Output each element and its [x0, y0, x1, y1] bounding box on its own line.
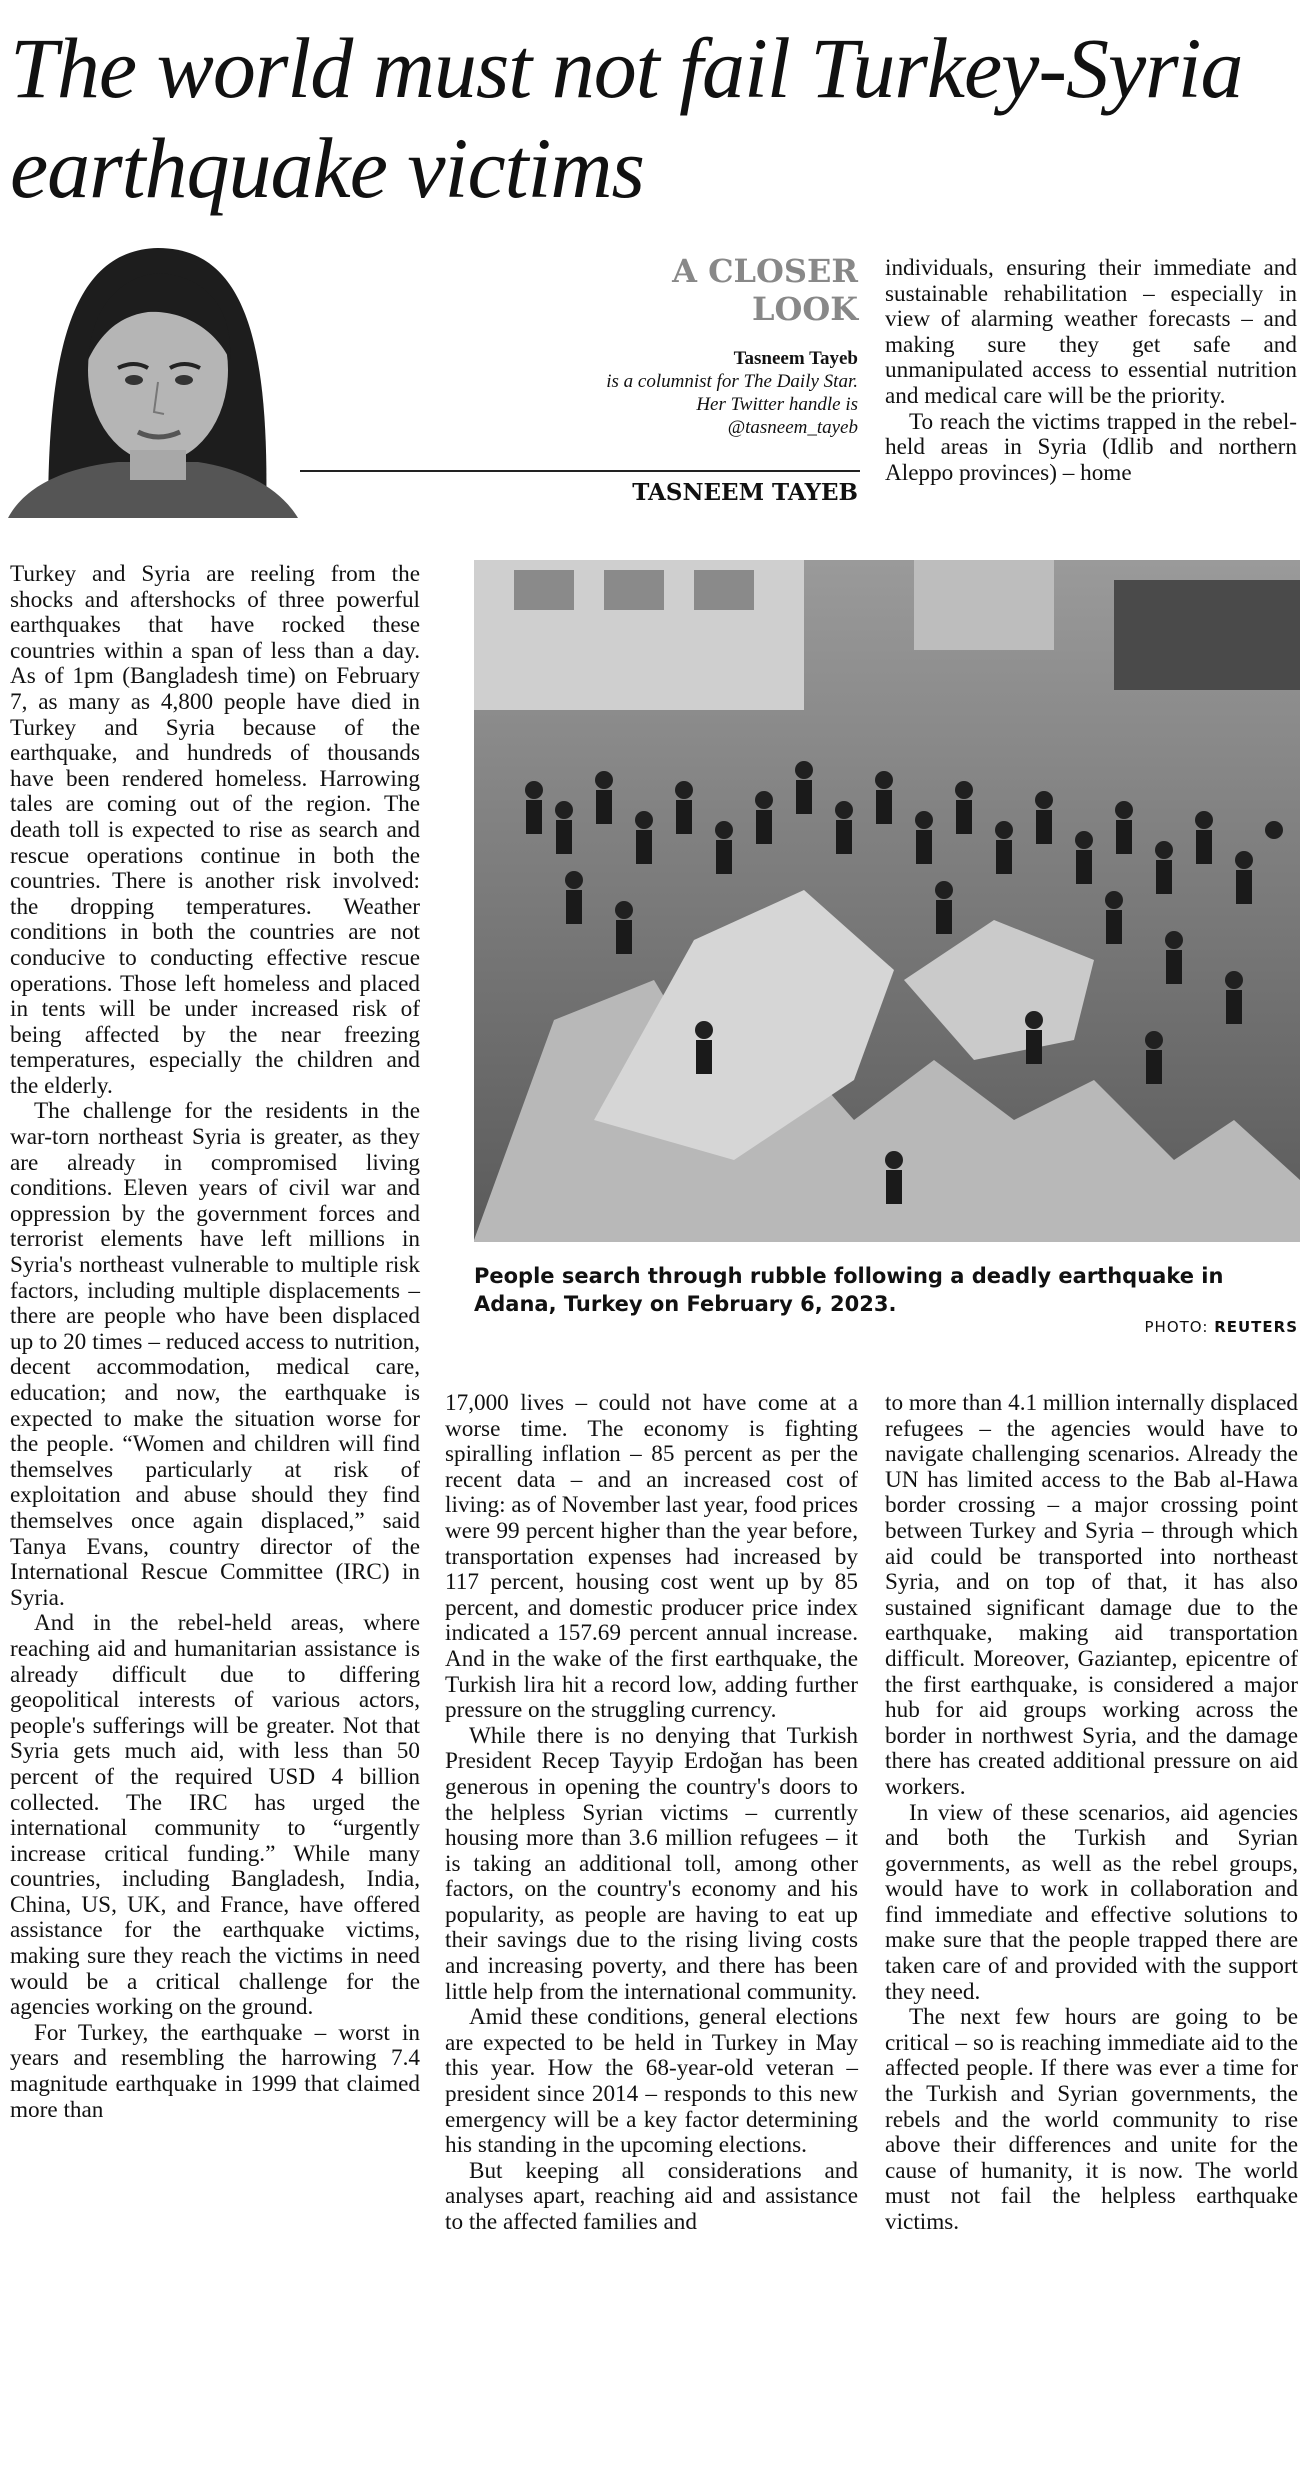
header-rule: [300, 470, 860, 472]
photo-credit: [1000, 1318, 1298, 1336]
paragraph: For Turkey, the earthquake – worst in years and resembling the harrowing 7.4 magnitude earthquake in 1999 that claimed more than: [10, 2019, 420, 2123]
paragraph: The challenge for the residents in the war-torn northeast Syria is greater, as they are already in compromised living conditions. Eleven years of civil war and oppression by the government forces and terrorist elements have left millions in Syria's northeast vulnerable to multiple risk factors, including multiple displacements – there are people who have been displaced up to 20 times – reduced access to nutrition, decent accommodation, medical care, education; and now, the earthquake is expected to make the situation worse for the people. “Women and children will find themselves particularly at risk of exploitation and abuse should they find themselves once again displaced,” said Tanya Evans, country director of the International Rescue Committee (IRC) in Syria.: [10, 1098, 420, 1611]
article-column-middle: [445, 1391, 858, 2236]
photo-caption: People search through rubble following a deadly earthquake in Adana, Turkey on February 6, 2023.: [474, 1264, 1224, 1316]
paragraph: Turkey and Syria are reeling from the shocks and aftershocks of three powerful earthquakes that have rocked these countries within a span of less than a day. As of 1pm (Bangladesh time) on February 7, as many as 4,800 people have died in Turkey and Syria because of the earthquake, and hundreds of thousands have been rendered homeless. Harrowing tales are coming out of the region. The death toll is expected to rise as search and rescue operations continue in both the countries. There is another risk involved: the dropping temperatures. Weather conditions in both the countries are not conducive to conducting effective rescue operations. Those left homeless and placed in tents will be under increased risk of being affected by the near freezing temperatures, especially the children and the elderly.: [10, 561, 420, 1099]
headline: The world must not fail Turkey-Syria earthquake victims: [10, 20, 1243, 216]
photo-credit-prefix: PHOTO:: [1144, 1318, 1209, 1336]
paragraph: to more than 4.1 million internally displaced refugees – the agencies would have to navigate challenging scenarios. Already the UN has limited access to the Bab al-Hawa border crossing – a major crossing point between Turkey and Syria – through which aid could be transported into northeast Syria, and on top of that, it has also sustained significant damage due to the earthquake, making aid transportation difficult. Moreover, Gaziantep, epicentre of the first earthquake, is considered a major hub for aid groups working across the border in northwest Syria, and the damage there has created additional pressure on aid workers.: [885, 1390, 1298, 1800]
paragraph: Amid these conditions, general elections are expected to be held in Turkey in May this year. How the 68-year-old veteran – president since 2014 – responds to this new emergency will be a key factor determining his standing in the upcoming elections.: [445, 2004, 858, 2159]
photo-credit-source: REUTERS: [1214, 1318, 1298, 1336]
paragraph: And in the rebel-held areas, where reaching aid and humanitarian assistance is already difficult due to differing geopolitical interests of various actors, people's sufferings will be greater. Not that Syria gets much aid, with less than 50 percent of the required USD 4 billion collected. The IRC has urged the international community to “urgently increase critical funding.” While many countries, including Bangladesh, India, China, US, UK, and France, have offered assistance for the earthquake victims, making sure they reach the victims in need would be a critical challenge for the agencies working on the ground.: [10, 1610, 420, 2021]
author-bio: [520, 347, 858, 439]
paragraph: To reach the victims trapped in the rebel-held areas in Syria (Idlib and northern Aleppo provinces) – home: [885, 408, 1297, 486]
author-portrait: [8, 230, 298, 518]
paragraph: In view of these scenarios, aid agencies and both the Turkish and Syrian governments, as well as the rebel groups, would have to work in collaboration and find immediate and effective solutions to make sure that the people trapped there are taken care of and provided with the support they need.: [885, 1799, 1298, 2005]
paragraph: But keeping all considerations and analyses apart, reaching aid and assistance to the affected families and: [445, 2157, 858, 2235]
author-bio-name: Tasneem Tayeb: [733, 348, 858, 369]
paragraph: The next few hours are going to be critical – so is reaching immediate aid to the affected people. If there was ever a time for the Turkish and Syrian governments, the rebels and the world community to rise above their differences and unite for the cause of humanity, it is now. The world must not fail the helpless earthquake victims.: [885, 2004, 1298, 2235]
news-photo: [474, 560, 1300, 1242]
paragraph: 17,000 lives – could not have come at a worse time. The economy is fighting spiralling inflation – 85 percent as per the recent data – and an increased cost of living: as of November last year, food prices were 99 percent higher than the year before, transportation expenses had increased by 117 percent, housing cost went up by 85 percent, and domestic producer price index indicated a 157.69 percent annual increase. And in the wake of the first earthquake, the Turkish lira hit a record low, adding further pressure on the struggling currency.: [445, 1390, 858, 1724]
paragraph: While there is no denying that Turkish President Recep Tayyip Erdoğan has been generous in opening the country's doors to the helpless Syrian victims – currently housing more than 3.6 million refugees – it is taking an additional toll, among other factors, on the country's economy and his popularity, as people are having to eat up their savings due to the rising living costs and increasing poverty, and there has been little help from the international community.: [445, 1722, 858, 2005]
author-twitter-handle: @tasneem_tayeb: [727, 417, 858, 438]
column-label: A CLOSER LOOK: [672, 252, 858, 328]
article-column-right-top: [885, 256, 1297, 486]
article-column-left: [10, 562, 420, 2123]
author-bio-line-2: Her Twitter handle is: [696, 394, 858, 415]
article-column-right: [885, 1391, 1298, 2236]
paragraph: individuals, ensuring their immediate and sustainable rehabilitation – especially in view of alarming weather forecasts – and making sure they get safe and unmanipulated access to essential nutrition and medical care will be the priority.: [885, 255, 1297, 409]
byline: TASNEEM TAYEB: [632, 479, 858, 506]
author-bio-line-1: is a columnist for The Daily Star.: [606, 371, 858, 392]
